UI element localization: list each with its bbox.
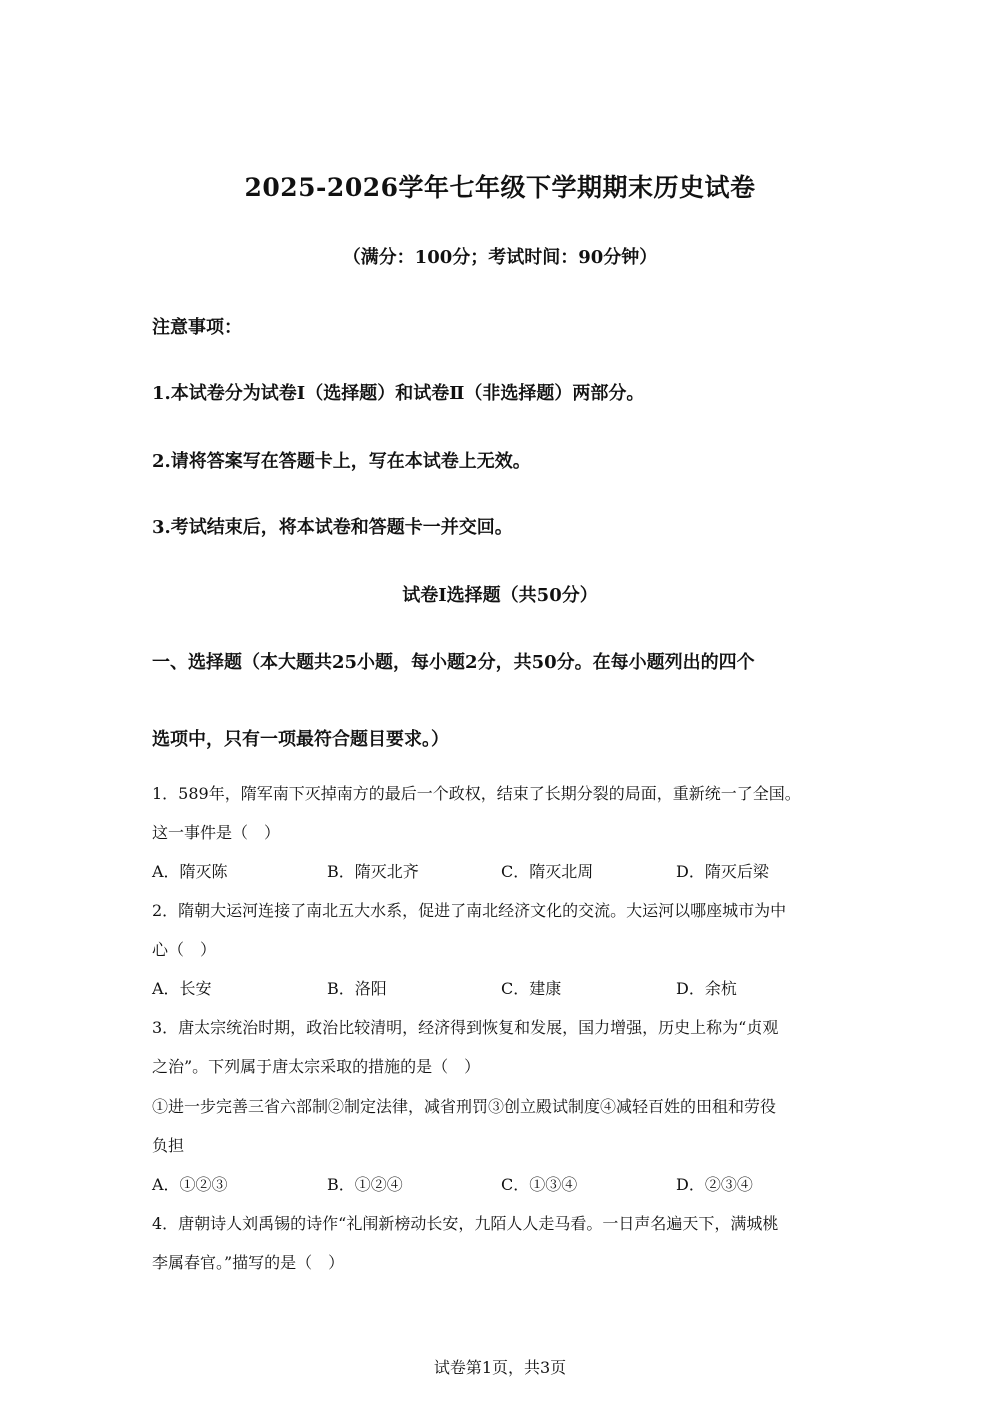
question-4-line: 李属春官。”描写的是（ ） bbox=[152, 1253, 345, 1272]
notice-item: 1.本试卷分为试卷Ⅰ（选择题）和试卷Ⅱ（非选择题）两部分。 bbox=[152, 383, 645, 404]
notice-item: 3.考试结束后，将本试卷和答题卡一并交回。 bbox=[152, 517, 513, 538]
question-3-option-a: A．①②③ bbox=[152, 1175, 228, 1194]
section-heading: 选项中，只有一项最符合题目要求。） bbox=[152, 729, 449, 750]
page-footer: 试卷第1页，共3页 bbox=[433, 1358, 567, 1377]
question-2-option-c: C．建康 bbox=[501, 979, 562, 998]
question-3-line: 负担 bbox=[152, 1136, 185, 1155]
question-2-option-d: D．余杭 bbox=[676, 979, 737, 998]
exam-title: 2025-2026学年七年级下学期期末历史试卷 bbox=[244, 173, 756, 202]
question-3-option-b: B．①②④ bbox=[327, 1175, 403, 1194]
question-3-line: 3．唐太宗统治时期，政治比较清明，经济得到恢复和发展，国力增强，历史上称为“贞观 bbox=[152, 1018, 779, 1037]
question-2-option-a: A．长安 bbox=[152, 979, 212, 998]
notice-item: 2.请将答案写在答题卡上，写在本试卷上无效。 bbox=[152, 451, 531, 472]
notice-heading: 注意事项： bbox=[152, 317, 242, 338]
question-1-line: 这一事件是（ ） bbox=[152, 823, 281, 842]
exam-subtitle: （满分：100分；考试时间：90分钟） bbox=[342, 247, 658, 268]
question-1-option-a: A．隋灭陈 bbox=[152, 862, 228, 881]
part-heading: 试卷Ⅰ选择题（共50分） bbox=[402, 585, 598, 606]
section-heading: 一、选择题（本大题共25小题，每小题2分，共50分。在每小题列出的四个 bbox=[152, 652, 755, 673]
question-3-line: ①进一步完善三省六部制②制定法律，减省刑罚③创立殿试制度④减轻百姓的田租和劳役 bbox=[152, 1097, 777, 1116]
question-1-option-c: C．隋灭北周 bbox=[501, 862, 594, 881]
question-4-line: 4．唐朝诗人刘禹锡的诗作“礼闱新榜动长安，九陌人人走马看。一日声名遍天下，满城桃 bbox=[152, 1214, 779, 1233]
question-3-option-c: C．①③④ bbox=[501, 1175, 578, 1194]
question-3-option-d: D．②③④ bbox=[676, 1175, 753, 1194]
question-1-option-b: B．隋灭北齐 bbox=[327, 862, 419, 881]
question-1-option-d: D．隋灭后梁 bbox=[676, 862, 769, 881]
question-2-line: 2．隋朝大运河连接了南北五大水系，促进了南北经济文化的交流。大运河以哪座城市为中 bbox=[152, 901, 787, 920]
question-2-line: 心（ ） bbox=[152, 940, 217, 959]
question-2-option-b: B．洛阳 bbox=[327, 979, 387, 998]
question-3-line: 之治”。下列属于唐太宗采取的措施的是（ ） bbox=[152, 1057, 481, 1076]
question-1-line: 1．589年，隋军南下灭掉南方的最后一个政权，结束了长期分裂的局面，重新统一了全国。 bbox=[152, 784, 801, 803]
